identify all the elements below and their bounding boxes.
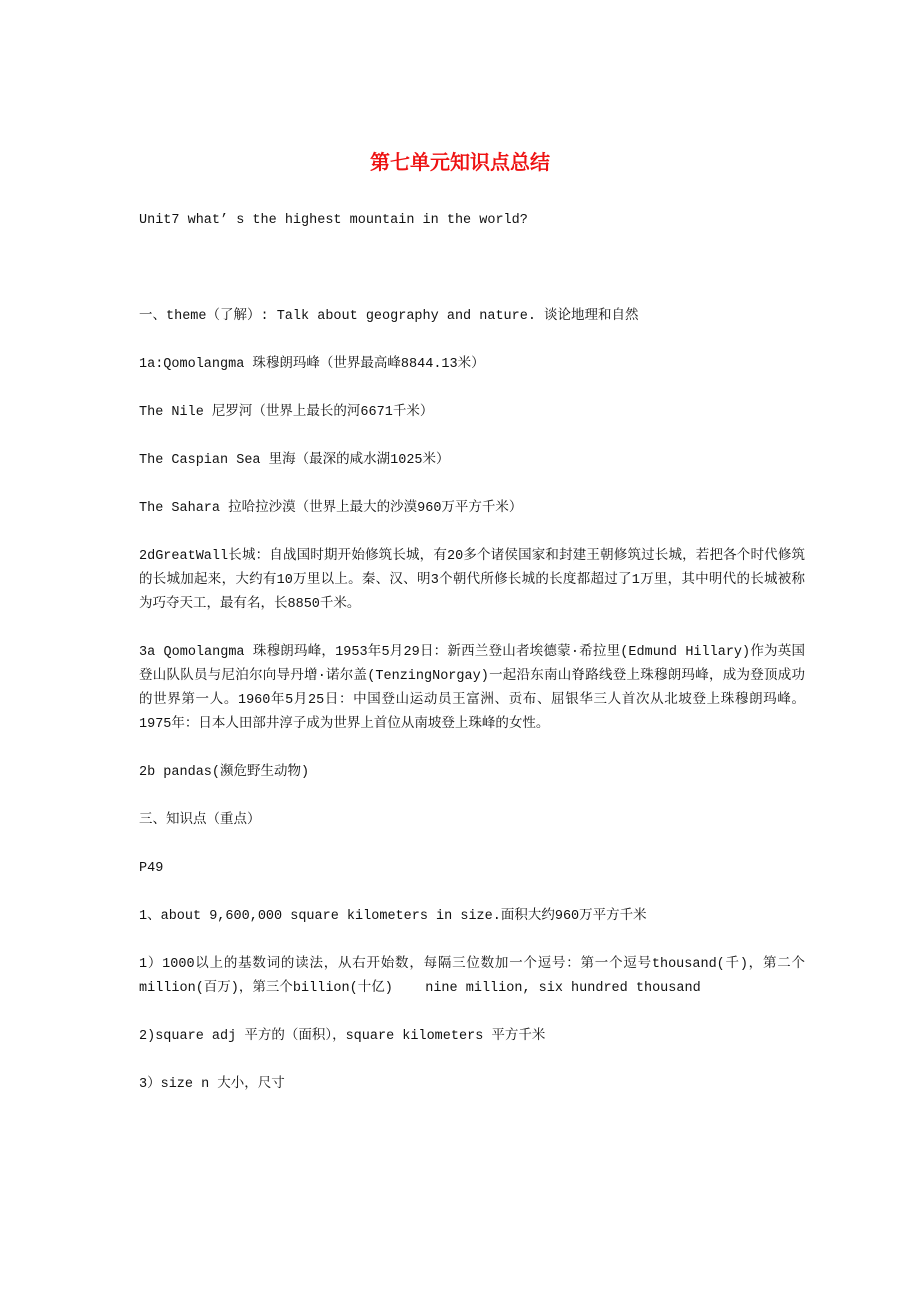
qomolangma-history-paragraph: 3a Qomolangma 珠穆朗玛峰，1953年5月29日：新西兰登山者埃德蒙·希拉里(Edmund Hillary)作为英国登山队队员与尼泊尔向导丹增·诺尔盖(TenzingNorgay)一起沿东南山脊路线登上珠穆朗玛峰，成为登顶成功的世界第一人。1960年5月25日：中国登山运动员王富洲、贡布、屈银华三人首次从北坡登上珠穆朗玛峰。1975年：日本人田部井淳子成为世界上首位从南坡登上珠峰的女性。 — [139, 645, 805, 732]
sahara-item: The Sahara 拉哈拉沙漠（世界上最大的沙漠960万平方千米） — [139, 501, 523, 516]
theme-paragraph: 一、theme（了解）: Talk about geography and nature. 谈论地理和自然 — [139, 309, 639, 324]
point-1: 1、about 9,600,000 square kilometers in size.面积大约960万平方千米 — [139, 909, 647, 924]
document-body — [139, 209, 805, 1121]
point-1-3: 3）size n 大小，尺寸 — [139, 1077, 285, 1092]
point-1-1: 1）1000以上的基数词的读法，从右开始数，每隔三位数加一个逗号：第一个逗号thousand(千)，第二个million(百万)，第三个billion(十亿) nine million, six hundred thousand — [139, 957, 805, 996]
qomolangma-item: 1a:Qomolangma 珠穆朗玛峰（世界最高峰8844.13米） — [139, 357, 485, 372]
caspian-item: The Caspian Sea 里海（最深的咸水湖1025米） — [139, 453, 450, 468]
knowledge-points-heading: 三、知识点（重点） — [139, 813, 261, 828]
spacer — [139, 257, 805, 305]
great-wall-paragraph: 2dGreatWall长城：自战国时期开始修筑长城，有20多个诸侯国家和封建王朝修筑过长城，若把各个时代修筑的长城加起来，大约有10万里以上。秦、汉、明3个朝代所修长城的长度都超过了1万里，其中明代的长城被称为巧夺天工，最有名，长8850千米。 — [139, 549, 805, 612]
nile-item: The Nile 尼罗河（世界上最长的河6671千米） — [139, 405, 434, 420]
pandas-item: 2b pandas(濒危野生动物) — [139, 765, 310, 780]
document-title: 第七单元知识点总结 — [370, 150, 550, 174]
unit-heading: Unit7 what’ s the highest mountain in the world? — [139, 213, 528, 228]
page-reference: P49 — [139, 861, 164, 876]
point-1-2: 2)square adj 平方的（面积），square kilometers 平方千米 — [139, 1029, 546, 1044]
